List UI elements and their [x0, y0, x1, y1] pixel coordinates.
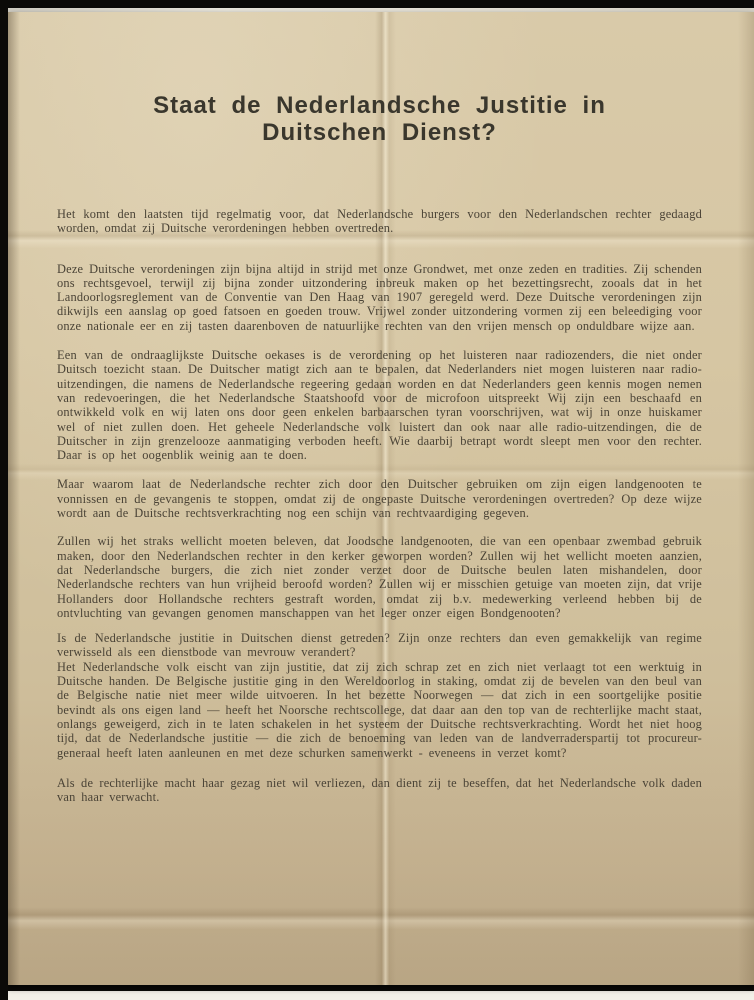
paragraph: Deze Duitsche verordeningen zijn bijna altijd in strijd met onze Grondwet, met onze zeden en tradities. Zij schenden ons rechtsgevoel, terwijl zij bijna zonder uitzondering inbreuk maken op het bezettingsrecht, zooals dat in het Landoorlogsreglement van de Conventie van Den Haag van 1907 geregeld werd. Deze Duitsche verordeningen zijn dikwijls een aanslag op goed fatsoen en goeden trouw. Vrijwel zonder uitzondering vormen zij een beleediging voor onze nationale eer en zij tasten daarenboven de natuurlijke rechten van den vrijen mensch op onduldbare wijze aan.: [57, 261, 702, 333]
paragraph: Een van de ondraaglijkste Duitsche oekases is de verordening op het luisteren naar radiozenders, die niet onder Duitsch toezicht staan. De Duitscher matigt zich aan te bepalen, dat Nederlanders niet mogen luisteren naar radio-uitzendingen, die namens de Nederlandsche regeering gedaan worden en dat Nederlanders geen kennis mogen nemen van redevoeringen, die het Nederlandsche Staatshoofd voor de microfoon uitspreekt Wij zijn een beschaafd en ontwikkeld volk en wij laten ons door geen enkelen barbaarschen tyran voorschrijven, wat wij in onze huiskamer wel of niet zullen doen. Het geheele Nederlandsche volk luistert dan ook naar alle radio-uitzendingen, die de Duitscher in zijn grenzelooze aanmatiging verboden heeft. Wie daarbij betrapt wordt sleept men voor den rechter. Daar is op het oogenblik weinig aan te doen.: [57, 348, 702, 463]
pamphlet-page: [8, 12, 754, 985]
page-title-line1: Staat de Nederlandsche Justitie in: [153, 92, 606, 119]
page-title-line2: Duitschen Dienst?: [262, 119, 497, 146]
page-content: [8, 12, 754, 804]
paragraph: Is de Nederlandsche justitie in Duitschen dienst getreden? Zijn onze rechters dan even gemakkelijk van regime verwisseld als een dienstbode van mevrouw verandert?: [57, 631, 702, 660]
paragraph: Maar waarom laat de Nederlandsche rechter zich door den Duitscher gebruiken om zijn eigen landgenooten te vonnissen en de gevangenis te stoppen, omdat zij de ongepaste Duitsche verordeningen overtreden? Op deze wijze wordt aan de Duitsche rechtsverkrachting nog een schijn van rechtvaardiging gegeven.: [57, 477, 702, 521]
body-text: [57, 207, 702, 804]
paragraph: Zullen wij het straks wellicht moeten beleven, dat Joodsche landgenooten, die van een openbaar zwembad gebruik maken, door den Nederlandschen rechter in den kerker geworpen worden? Zullen wij het wellicht moeten aanzien, dat Nederlandsche burgers, die zich niet zonder verzet door de Duitsche beulen laten mishandelen, door Nederlandsche rechters van hun vrijheid beroofd worden? Zullen wij er misschien getuige van moeten zijn, dat vrije Hollanders door Hollandsche rechters gestraft worden, omdat zij b.v. medewerking verleend hebben bij de ontvluchting van gevangen genomen manschappen van het leger onzer eigen Bondgenooten?: [57, 534, 702, 620]
page-title: [57, 12, 702, 146]
scan-left-edge: [0, 0, 8, 1000]
scan-bottom-edge: [0, 991, 754, 1000]
paragraph: Als de rechterlijke macht haar gezag niet wil verliezen, dan dient zij te beseffen, dat het Nederlandsche volk daden van haar verwacht.: [57, 775, 702, 805]
paragraph: Het komt den laatsten tijd regelmatig voor, dat Nederlandsche burgers voor den Nederlandschen rechter gedaagd worden, omdat zij Duitsche verordeningen hebben overtreden.: [57, 207, 702, 236]
paragraph: Het Nederlandsche volk eischt van zijn justitie, dat zij zich schrap zet en zich niet verlaagt tot een werktuig in Duitsche handen. De Belgische justitie ging in den Wereldoorlog in staking, omdat zij de bevelen van den beul van de Belgische natie niet meer wilde uitvoeren. In het bezette Noorwegen — dat zich in een soortgelijke positie bevindt als ons eigen land — heeft het Noorsche rechtscollege, dat daar aan den top van de rechterlijke macht staat, onlangs geweigerd, zich in te laten schakelen in het systeem der Duitsche rechtsverkrachting. Wordt het niet hoog tijd, dat de Nederlandsche justitie — die zich de benoeming van leden van de landverraderspartij tot procureur-generaal heeft laten aanleunen en met deze schurken samenwerkt - eveneens in verzet komt?: [57, 659, 702, 760]
